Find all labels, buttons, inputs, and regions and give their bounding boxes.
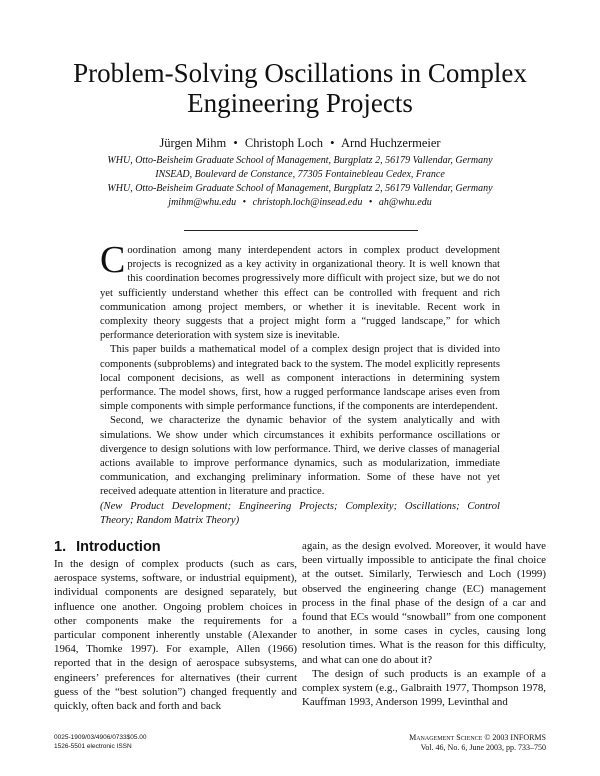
- abstract-paragraph-2: This paper builds a mathematical model of a complex design project that is divided into components (subproblems) and integrated back to the system. The model explicitly represents local component decisions, as well as component interactions in determining system performance. The model shows, first, how a rugged performance landscape arises even from simple components with simple performance functions, if the components are interdependent.: [100, 344, 500, 413]
- email-1[interactable]: jmihm@whu.edu: [168, 197, 237, 208]
- author-1: Jürgen Mihm: [159, 136, 227, 150]
- journal-name: Management Science: [409, 733, 483, 742]
- separator-rule: [184, 230, 418, 231]
- author-2: Christoph Loch: [244, 136, 323, 150]
- abstract: [100, 239, 500, 528]
- title-line-1: Problem-Solving Oscillations in Complex: [73, 58, 527, 88]
- footer-issn: [54, 733, 147, 751]
- email-list: [0, 196, 600, 210]
- abstract-paragraph-1: [100, 239, 500, 343]
- footer-journal: [409, 733, 546, 753]
- paper-title: [0, 58, 600, 118]
- left-column: [54, 539, 297, 713]
- intro-paragraph-1: In the design of complex products (such as cars, aerospace systems, software, or industrial equipment), individual components are designed separately, but influence one another. Ongoing problem choices in other components make the requirements for a particular component inherently unstable (Alexander 1964, Thomke 1997). For example, Allen (1966) reported that in the design of aerospace subsystems, engineers’ preferences for alternatives (their current guess of the “best solution”) changed frequently and quickly, often back and forth and back: [54, 558, 297, 713]
- volume-info: Vol. 46, No. 6, June 2003, pp. 733–750: [420, 743, 546, 752]
- eissn-line: 1526-5501 electronic ISSN: [54, 743, 132, 750]
- right-column: [302, 539, 546, 709]
- section-title: Introduction: [76, 539, 161, 555]
- issn-line: 0025-1909/03/4906/0733$05.00: [54, 734, 147, 741]
- intro-paragraph-2: The design of such products is an example of a complex system (e.g., Galbraith 1977, Thompson 1978, Kauffman 1993, Anderson 1999, Levinthal and: [302, 667, 546, 709]
- copyright: © 2003 INFORMS: [484, 733, 546, 742]
- section-number: 1.: [54, 539, 67, 555]
- affiliation-3: WHU, Otto-Beisheim Graduate School of Management, Burgplatz 2, 56179 Vallendar, Germany: [107, 183, 493, 194]
- author-list: [0, 136, 600, 151]
- author-separator: •: [330, 136, 335, 150]
- section-heading: [54, 539, 297, 555]
- affiliation-1: WHU, Otto-Beisheim Graduate School of Management, Burgplatz 2, 56179 Vallendar, Germany: [107, 155, 493, 166]
- keywords: (New Product Development; Engineering Projects; Complexity; Oscillations; Control Theory; Random Matrix Theory): [100, 500, 500, 526]
- email-2[interactable]: christoph.loch@insead.edu: [252, 197, 363, 208]
- title-line-2: Engineering Projects: [187, 88, 413, 118]
- author-separator: •: [233, 136, 238, 150]
- author-3: Arnd Huchzermeier: [340, 136, 441, 150]
- drop-cap: C: [100, 239, 126, 281]
- email-separator: •: [368, 197, 373, 208]
- abstract-paragraph-3: Second, we characterize the dynamic behavior of the system analytically and with simulations. We show under which circumstances it exhibits performance oscillations or divergence to design solutions with low performance. Third, we derive classes of managerial actions available to improve performance dynamics, such as modularization, immediate communication, and exchanging preliminary information. Some of these have not yet received adequate attention in literature and practice.: [100, 415, 500, 498]
- intro-paragraph-1-cont: again, as the design evolved. Moreover, it would have been virtually impossible to anticipate the final choice at the outset. Similarly, Terwiesch and Loch (1999) observed the engineering change (EC) management process in the final phase of the design of a car and found that ECs would “snowball” from one component to another, in some cases in cycles, causing long resolution times. What is the reason for this difficulty, and what can one do about it?: [302, 540, 546, 666]
- affiliation-2: INSEAD, Boulevard de Constance, 77305 Fontainebleau Cedex, France: [155, 169, 445, 180]
- email-separator: •: [242, 197, 247, 208]
- abstract-text-1: oordination among many interdependent actors in complex product development projects is recognized as a key activity in organizational theory. It is well known that this coordination becomes progressively more difficult with project size, but we do not yet sufficiently understand whether this effect can be controlled with frequent and rich communication among project members, or whether it is inevitable. Recent work in complexity theory suggests that a project might form a “rugged landscape,” for which performance deterioration with system size is inevitable.: [100, 245, 500, 342]
- email-3[interactable]: ah@whu.edu: [378, 197, 432, 208]
